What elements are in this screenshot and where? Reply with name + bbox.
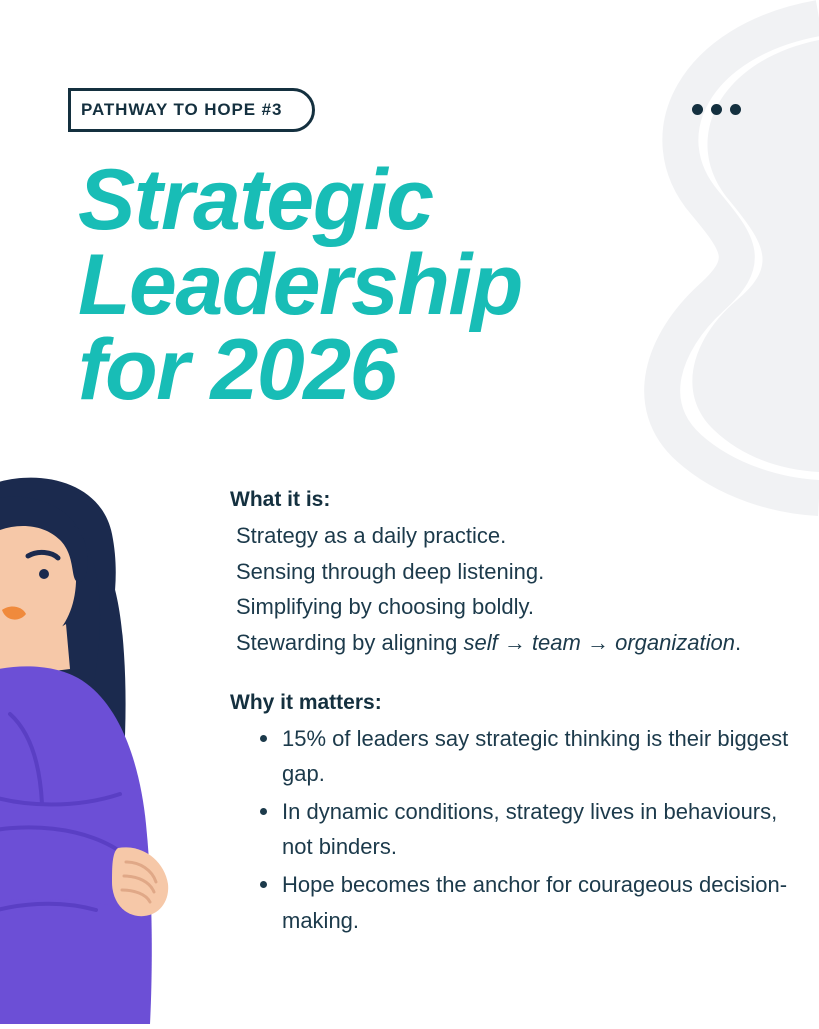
title-line-1: Strategic [78, 152, 433, 248]
dot-2 [711, 104, 722, 115]
what-it-is-line: Simplifying by choosing boldly. [236, 594, 534, 620]
woman-with-crossed-arms-icon [0, 464, 210, 1024]
what-it-is-line: Sensing through deep listening. [236, 558, 545, 584]
page-title [78, 152, 638, 419]
section-spacer [230, 661, 790, 691]
three-dots-icon[interactable] [692, 104, 741, 115]
dot-1 [692, 104, 703, 115]
pathway-badge [68, 88, 315, 132]
what-it-is-line: Strategy as a daily practice. [236, 523, 507, 548]
list-item: Hope becomes the anchor for courageous decision-making. [260, 867, 790, 938]
why-it-matters-list [230, 721, 790, 939]
body-content [230, 488, 790, 940]
list-item: 15% of leaders say strategic thinking is their biggest gap. [260, 721, 790, 792]
why-it-matters-heading: Why it matters: [230, 690, 382, 714]
woman-illustration [0, 464, 210, 1024]
stewarding-suffix: . [734, 629, 742, 655]
title-line-2: Leadership [78, 237, 522, 334]
dot-3 [730, 104, 741, 115]
pathway-badge-label: PATHWAY TO HOPE #3 [81, 100, 283, 119]
list-item: In dynamic conditions, strategy lives in behaviours, not binders. [260, 794, 790, 865]
title-line-3: for 2026 [78, 322, 396, 419]
what-it-is-heading: What it is: [230, 488, 331, 511]
stewarding-emphasis: self → team → organization [463, 629, 735, 655]
what-it-is-line-stewarding [230, 625, 790, 661]
stewarding-prefix: Stewarding by aligning [236, 629, 464, 655]
